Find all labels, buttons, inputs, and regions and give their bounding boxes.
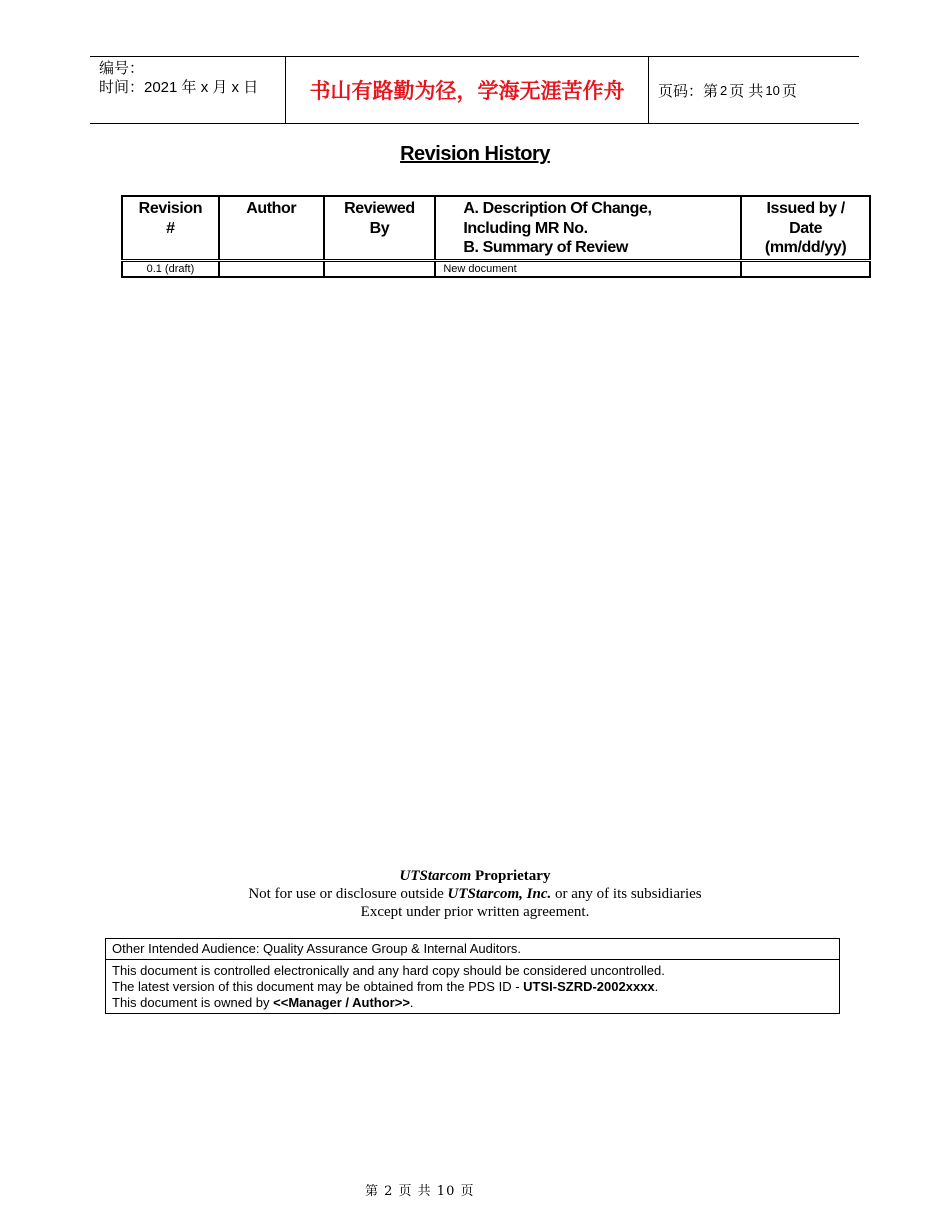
proprietary-line-3: Except under prior written agreement.	[360, 904, 590, 920]
proprietary-line-1: UTStarcom Proprietary	[399, 868, 551, 884]
revision-table	[121, 195, 871, 278]
cell-author	[219, 260, 324, 277]
table-header-row	[122, 196, 870, 260]
cell-revision: 0.1 (draft)	[122, 260, 219, 277]
intended-audience: Other Intended Audience: Quality Assurance Group & Internal Auditors.	[106, 939, 839, 960]
page-prefix: 页码：第	[658, 82, 719, 100]
audience-box	[105, 938, 840, 1014]
page-footer: 第 2 页 共 10 页	[365, 1184, 475, 1199]
header-motto: 书山有路勤为径，学海无涯苦作舟	[286, 57, 649, 123]
control-line-1: This document is controlled electronically and any hard copy should be considered uncontrolled.	[112, 963, 665, 978]
control-line-3: This document is owned by <<Manager / Author>>.	[112, 995, 414, 1010]
control-notice	[106, 960, 839, 1013]
header-meta	[90, 57, 286, 123]
page-header	[90, 56, 859, 124]
page-suffix: 页	[781, 82, 797, 100]
revision-history-title: Revision History	[400, 143, 550, 165]
proprietary-line-2: Not for use or disclosure outside UTStarcom, Inc. or any of its subsidiaries	[248, 886, 702, 902]
cell-issued	[741, 260, 870, 277]
cell-description: New document	[435, 260, 741, 277]
col-author: Author	[219, 196, 324, 260]
table-row	[122, 260, 870, 277]
code-label: 编号：	[99, 60, 145, 77]
proprietary-notice	[0, 867, 950, 921]
cell-reviewed	[324, 260, 436, 277]
page-mid: 页 共	[729, 82, 764, 100]
time-label: 时间：2021 年 x 月 x 日	[99, 79, 259, 96]
page-num: 2	[720, 82, 728, 98]
col-revision: Revision #	[122, 196, 219, 260]
page-total: 10	[765, 82, 780, 98]
col-reviewed-by: Reviewed By	[324, 196, 436, 260]
col-description: A. Description Of Change, Including MR No. B. Summary of Review	[435, 196, 741, 260]
control-line-2: The latest version of this document may be obtained from the PDS ID - UTSI-SZRD-2002xxxx.	[112, 979, 659, 994]
col-issued: Issued by / Date (mm/dd/yy)	[741, 196, 870, 260]
header-page-number	[649, 57, 859, 123]
